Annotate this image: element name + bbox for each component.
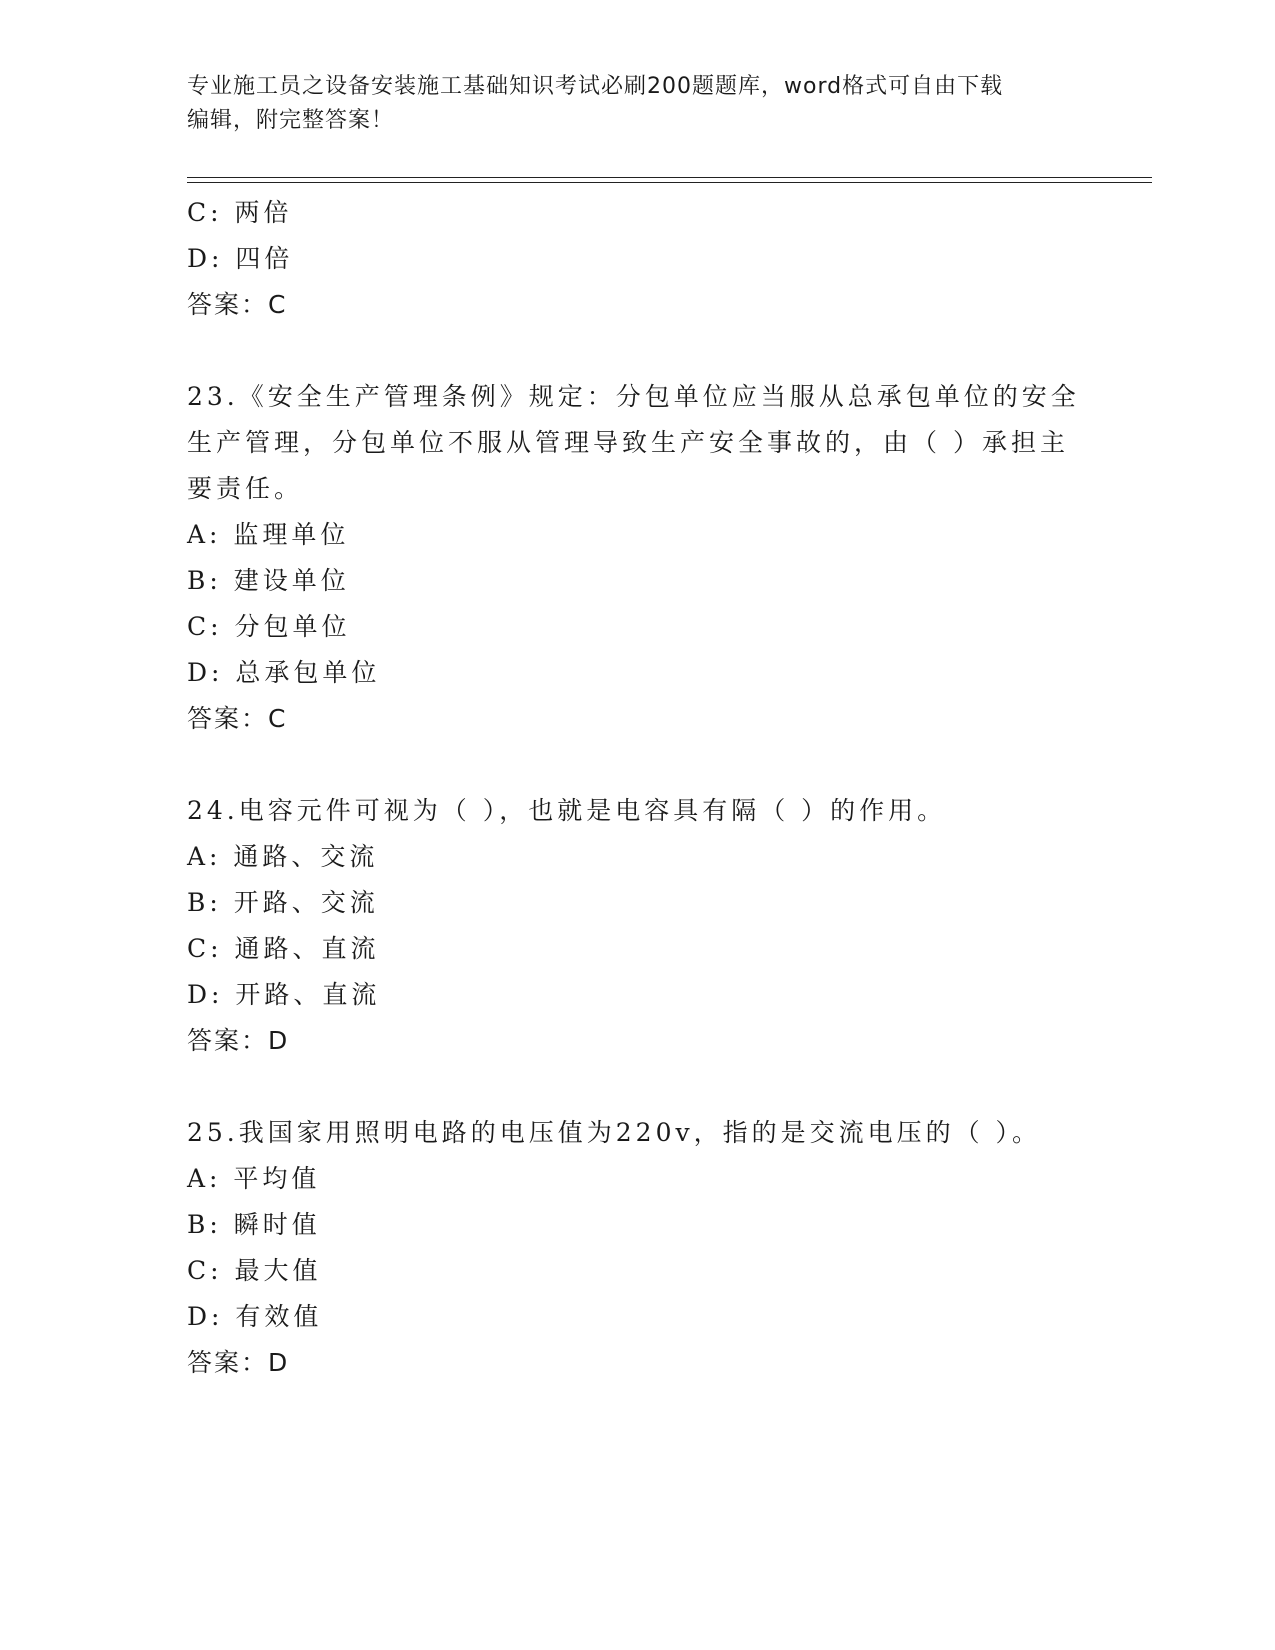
spacer	[187, 1064, 1087, 1110]
question-24	[187, 788, 1087, 1064]
continued-question	[187, 190, 1087, 328]
answer-line: 答案：D	[187, 1026, 290, 1055]
option-d: D: 总承包单位	[187, 658, 381, 687]
question-stem-line: 要责任。	[187, 474, 304, 503]
option-d: D: 有效值	[187, 1302, 323, 1331]
option-b: B: 开路、交流	[187, 888, 379, 917]
header-title-line-2: 编辑，附完整答案！	[187, 108, 395, 133]
question-stem-line: 23.《安全生产管理条例》规定：分包单位应当服从总承包单位的安全	[187, 382, 1080, 411]
question-stem-line: 生产管理，分包单位不服从管理导致生产安全事故的，由（ ）承担主	[187, 428, 1069, 457]
option-a: A: 平均值	[187, 1164, 321, 1193]
answer-line: 答案：C	[187, 704, 288, 733]
question-list	[187, 190, 1087, 1386]
question-25	[187, 1110, 1087, 1386]
answer-line: 答案：D	[187, 1348, 290, 1377]
header-rule-bottom	[187, 182, 1152, 183]
option-c: C: 最大值	[187, 1256, 322, 1285]
question-23	[187, 374, 1087, 742]
question-stem-line: 25.我国家用照明电路的电压值为220v，指的是交流电压的（ ）。	[187, 1118, 1042, 1147]
option-d: D: 开路、直流	[187, 980, 381, 1009]
option-d: D: 四倍	[187, 244, 294, 273]
spacer	[187, 742, 1087, 788]
spacer	[187, 328, 1087, 374]
header-rule-top	[187, 177, 1152, 178]
option-c: C: 通路、直流	[187, 934, 380, 963]
document-header	[187, 70, 1067, 138]
option-a: A: 通路、交流	[187, 842, 379, 871]
option-b: B: 瞬时值	[187, 1210, 321, 1239]
option-b: B: 建设单位	[187, 566, 350, 595]
question-stem-line: 24.电容元件可视为（ ），也就是电容具有隔（ ）的作用。	[187, 796, 947, 825]
option-a: A: 监理单位	[187, 520, 350, 549]
answer-line: 答案：C	[187, 290, 288, 319]
option-c: C: 分包单位	[187, 612, 351, 641]
option-c: C: 两倍	[187, 198, 293, 227]
header-title-line-1: 专业施工员之设备安装施工基础知识考试必刷200题题库，word格式可自由下载	[187, 74, 1004, 99]
